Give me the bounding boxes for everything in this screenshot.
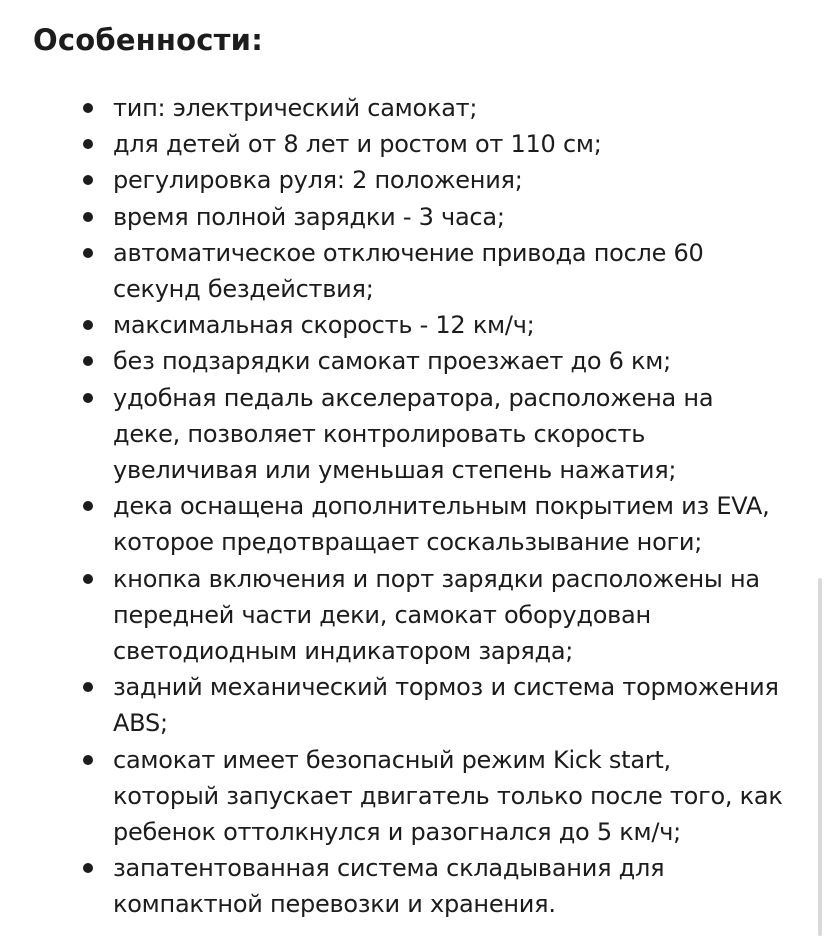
feature-item	[0, 126, 828, 162]
feature-line: светодиодным индикатором заряда;	[113, 637, 574, 666]
feature-line: которое предотвращает соскальзывание ноги;	[113, 528, 703, 557]
bullet-icon	[83, 212, 93, 222]
bullet-icon	[83, 248, 93, 258]
feature-item	[0, 90, 828, 126]
feature-item	[0, 380, 828, 489]
feature-line: самокат имеет безопасный режим Kick start,	[113, 745, 671, 774]
bullet-icon	[83, 755, 93, 765]
feature-line: ребенок оттолкнулся и разогнался до 5 км/ч;	[113, 818, 681, 847]
feature-line: удобная педаль акселератора, расположена на	[113, 383, 714, 412]
bullet-icon	[83, 501, 93, 511]
feature-line: тип: электрический самокат;	[113, 94, 478, 122]
features-heading: Особенности:	[33, 23, 263, 57]
feature-line: компактной перевозки и хранения.	[113, 890, 556, 919]
feature-line: который запускает двигатель только после того, как	[113, 781, 783, 810]
feature-line: запатентованная система складывания для	[113, 854, 665, 883]
feature-item	[0, 561, 828, 670]
feature-line: кнопка включения и порт зарядки расположены на	[113, 564, 760, 593]
feature-line: автоматическое отключение привода после 60	[113, 238, 704, 267]
bullet-icon	[83, 103, 93, 113]
bullet-icon	[83, 320, 93, 330]
feature-line: задний механический тормоз и система торможения	[113, 673, 779, 702]
features-list	[0, 90, 828, 923]
bullet-icon	[83, 175, 93, 185]
feature-line: увеличивая или уменьшая степень нажатия;	[113, 456, 677, 485]
bullet-icon	[83, 139, 93, 149]
feature-line: для детей от 8 лет и ростом от 110 см;	[113, 130, 602, 159]
feature-line: максимальная скорость - 12 км/ч;	[113, 311, 535, 340]
feature-line: передней части деки, самокат оборудован	[113, 600, 651, 629]
feature-line: секунд бездействия;	[113, 275, 374, 304]
feature-item	[0, 235, 828, 307]
feature-line: регулировка руля: 2 положения;	[113, 166, 523, 195]
feature-line: ABS;	[113, 709, 168, 738]
feature-item	[0, 742, 828, 851]
feature-item	[0, 343, 828, 379]
feature-line: время полной зарядки - 3 часа;	[113, 202, 505, 231]
feature-item	[0, 488, 828, 560]
scrollbar[interactable]	[818, 578, 822, 936]
feature-line: деке, позволяет контролировать скорость	[113, 419, 646, 448]
feature-line: дека оснащена дополнительным покрытием из EVA,	[113, 492, 770, 521]
bullet-icon	[83, 574, 93, 584]
feature-item	[0, 307, 828, 343]
feature-item	[0, 199, 828, 235]
bullet-icon	[83, 682, 93, 692]
bullet-icon	[83, 863, 93, 873]
feature-item	[0, 162, 828, 198]
bullet-icon	[83, 393, 93, 403]
feature-line: без подзарядки самокат проезжает до 6 км;	[113, 347, 671, 376]
bullet-icon	[83, 356, 93, 366]
feature-item	[0, 669, 828, 741]
feature-item	[0, 850, 828, 922]
